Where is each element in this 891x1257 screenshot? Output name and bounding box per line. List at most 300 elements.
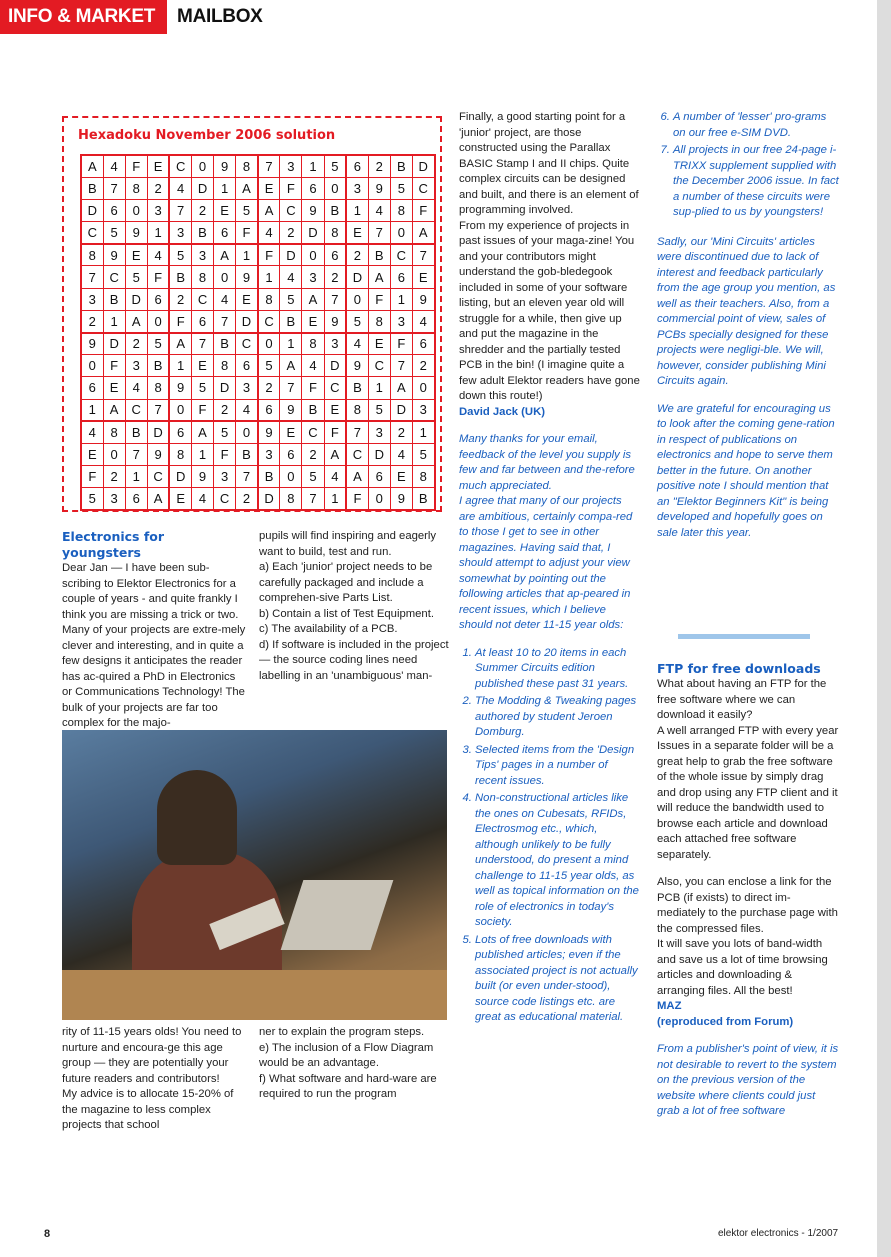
list-item: 2. The Modding & Tweaking pages authored by student Jeroen Domburg. — [475, 694, 641, 741]
page-number: 8 — [44, 1228, 51, 1240]
grid-cell: 3 — [81, 288, 103, 310]
grid-cell: 8 — [103, 421, 125, 443]
grid-cell: A — [81, 155, 103, 177]
grid-cell: 6 — [346, 155, 368, 177]
grid-row — [81, 443, 435, 465]
grid-cell: D — [214, 377, 236, 399]
grid-cell: 9 — [169, 377, 191, 399]
grid-row — [81, 488, 435, 510]
grid-cell: 0 — [147, 310, 169, 332]
grid-cell: 9 — [280, 399, 302, 421]
grid-cell: 6 — [368, 466, 390, 488]
grid-cell: B — [302, 399, 324, 421]
editor-reply: I agree that many of our projects are ambitious, certainly compa-red to those I get to see in other magazines. Having said that, I should attempt to adjust your view somewhat by pointing out the following articles that ap-peared in recent issues, which I believe should not deter 11-15 year olds: — [459, 495, 633, 631]
grid-cell: A — [214, 244, 236, 266]
grid-cell: 5 — [258, 355, 280, 377]
grid-row — [81, 333, 435, 355]
grid-cell: 7 — [147, 399, 169, 421]
grid-cell: 3 — [302, 266, 324, 288]
grid-cell: C — [236, 333, 258, 355]
grid-cell: 1 — [324, 488, 346, 510]
letter-text: Also, you can enclose a link for the PCB (if exists) to direct im-mediately to the purchase page with the compressed files. — [657, 876, 838, 935]
grid-cell: 2 — [125, 333, 147, 355]
grid-cell: C — [390, 244, 412, 266]
grid-cell: 7 — [258, 155, 280, 177]
letter-point: b) Contain a list of Test Equipment. — [259, 607, 434, 620]
grid-cell: F — [258, 244, 280, 266]
grid-cell: 5 — [169, 244, 191, 266]
hexadoku-grid — [80, 154, 436, 511]
grid-cell: 6 — [324, 244, 346, 266]
letter-point: a) Each 'junior' project needs to be carefully packaged and include a comprehen-sive Parts List. — [259, 561, 433, 604]
grid-cell: F — [81, 466, 103, 488]
editor-reply: We are grateful for encouraging us to look after the coming gene-ration in respect of publications on electronics and hope to serve them better in the future. On another positive note I should mention that an "Elektor Beginners Kit" is being developed and hopefully goes on sale later this year. — [657, 402, 835, 539]
grid-cell: A — [324, 443, 346, 465]
grid-cell: 7 — [236, 466, 258, 488]
grid-cell: E — [103, 377, 125, 399]
grid-cell: B — [236, 443, 258, 465]
editor-reply: Sadly, our 'Mini Circuits' articles were discontinued due to lack of interest and feedback particularly from the age group you mention, as well as their teachers. Also, from a commercial point of view, sales of PCBs specially designed for these projects were negligi-ble. We will, however, consider publishing Mini Circuits again. — [657, 235, 836, 387]
grid-cell: 7 — [191, 333, 213, 355]
grid-cell: F — [280, 177, 302, 199]
grid-cell: 2 — [236, 488, 258, 510]
grid-cell: 7 — [346, 421, 368, 443]
grid-cell: 1 — [81, 399, 103, 421]
grid-cell: 2 — [103, 466, 125, 488]
grid-cell: 3 — [390, 310, 412, 332]
letter-text: Finally, a good starting point for a 'junior' project, are those constructed using the Parallax BASIC Stamp I and II chips. Quite complex circuits can be designed and built, and there is an element of programming involved. — [459, 111, 639, 216]
grid-cell: 1 — [258, 266, 280, 288]
letter-col-2-cont — [259, 1025, 449, 1103]
grid-cell: 5 — [280, 288, 302, 310]
grid-cell: E — [302, 310, 324, 332]
grid-cell: 2 — [81, 310, 103, 332]
grid-cell: 2 — [214, 399, 236, 421]
grid-cell: D — [324, 355, 346, 377]
grid-cell: 6 — [125, 488, 147, 510]
grid-cell: 6 — [412, 333, 434, 355]
grid-cell: 8 — [324, 222, 346, 244]
column-divider — [678, 634, 810, 639]
grid-cell: 8 — [236, 155, 258, 177]
grid-cell: 9 — [191, 466, 213, 488]
grid-cell: 3 — [368, 421, 390, 443]
grid-row — [81, 399, 435, 421]
grid-cell: C — [324, 377, 346, 399]
letter-point: c) The availability of a PCB. — [259, 623, 398, 635]
ftp-letter — [657, 661, 839, 1120]
letter-text: What about having an FTP for the free software where we can download it easily? — [657, 678, 827, 721]
grid-cell: 2 — [346, 244, 368, 266]
grid-cell: 3 — [103, 488, 125, 510]
grid-cell: 8 — [125, 177, 147, 199]
grid-cell: 0 — [368, 488, 390, 510]
grid-cell: D — [103, 333, 125, 355]
grid-cell: 5 — [103, 222, 125, 244]
grid-cell: E — [390, 466, 412, 488]
grid-cell: 0 — [125, 199, 147, 221]
grid-cell: 9 — [214, 155, 236, 177]
grid-cell: C — [302, 421, 324, 443]
grid-cell: E — [169, 488, 191, 510]
grid-cell: E — [324, 399, 346, 421]
list-item: 6. A number of 'lesser' pro-grams on our free e-SIM DVD. — [673, 110, 839, 141]
grid-cell: A — [346, 466, 368, 488]
grid-cell: 1 — [280, 333, 302, 355]
grid-cell: F — [103, 355, 125, 377]
grid-cell: C — [81, 222, 103, 244]
grid-cell: 8 — [280, 488, 302, 510]
grid-cell: 4 — [412, 310, 434, 332]
grid-cell: 2 — [302, 443, 324, 465]
grid-cell: E — [147, 155, 169, 177]
grid-cell: 3 — [147, 199, 169, 221]
grid-cell: 8 — [390, 199, 412, 221]
grid-cell: E — [214, 199, 236, 221]
grid-cell: D — [191, 177, 213, 199]
grid-cell: 7 — [103, 177, 125, 199]
grid-cell: E — [346, 222, 368, 244]
letter-text: pupils will find inspiring and eagerly want to build, test and run. — [259, 530, 437, 558]
grid-cell: C — [368, 355, 390, 377]
grid-cell: F — [214, 443, 236, 465]
grid-cell: 7 — [412, 244, 434, 266]
grid-cell: C — [346, 443, 368, 465]
grid-cell: 0 — [191, 155, 213, 177]
grid-cell: 3 — [125, 355, 147, 377]
grid-cell: 9 — [302, 199, 324, 221]
grid-cell: 4 — [346, 333, 368, 355]
grid-cell: 3 — [280, 155, 302, 177]
grid-cell: 8 — [169, 443, 191, 465]
grid-cell: 4 — [368, 199, 390, 221]
grid-cell: F — [147, 266, 169, 288]
grid-cell: D — [236, 310, 258, 332]
letter-point: f) What software and hard-ware are required to run the program — [259, 1072, 437, 1100]
grid-cell: 1 — [214, 177, 236, 199]
grid-cell: 4 — [214, 288, 236, 310]
grid-cell: 3 — [412, 399, 434, 421]
grid-cell: C — [169, 155, 191, 177]
grid-cell: B — [191, 222, 213, 244]
grid-cell: E — [412, 266, 434, 288]
grid-cell: 1 — [346, 199, 368, 221]
grid-cell: 6 — [214, 222, 236, 244]
grid-cell: A — [169, 333, 191, 355]
grid-row — [81, 266, 435, 288]
letter-text: Dear Jan — I have been sub-scribing to Elektor Electronics for a couple of years - and quite frankly I think you are missing a trick or two. Many of your projects are extre-mely clever and interesting, and in quite a few designs it anticipates the reader has ac-quired a PhD in Electronics or Communications Technology! The bulk of your projects are far too complex for the majo- — [62, 562, 246, 729]
grid-cell: 0 — [236, 421, 258, 443]
grid-cell: 4 — [302, 355, 324, 377]
grid-cell: 0 — [324, 177, 346, 199]
grid-cell: F — [125, 155, 147, 177]
grid-cell: 4 — [236, 399, 258, 421]
grid-cell: 1 — [191, 443, 213, 465]
grid-cell: 4 — [169, 177, 191, 199]
grid-cell: 7 — [169, 199, 191, 221]
grid-cell: B — [346, 377, 368, 399]
grid-cell: 9 — [368, 177, 390, 199]
grid-cell: 7 — [302, 488, 324, 510]
grid-cell: 2 — [324, 266, 346, 288]
section-label: INFO & MARKET — [0, 0, 167, 34]
grid-cell: 5 — [302, 466, 324, 488]
ftp-heading: FTP for free downloads — [657, 661, 821, 676]
grid-cell: C — [258, 310, 280, 332]
list-item: 3. Selected items from the 'Design Tips' pages in a number of recent issues. — [475, 743, 641, 790]
grid-cell: 6 — [390, 266, 412, 288]
hexadoku-title: Hexadoku November 2006 solution — [78, 128, 336, 143]
grid-cell: 8 — [412, 466, 434, 488]
letter-text: A well arranged FTP with every year Issues in a separate folder will be a great help to grab the free software of the whole issue by simply drag and drop using any FTP client and it will reduce the bandwidth used to browse each article and download each attached free software separately. — [657, 724, 839, 861]
grid-cell: 5 — [81, 488, 103, 510]
grid-cell: 4 — [191, 488, 213, 510]
grid-cell: 0 — [81, 355, 103, 377]
grid-cell: 2 — [191, 199, 213, 221]
grid-cell: D — [125, 288, 147, 310]
letter-col-1 — [62, 529, 246, 732]
grid-cell: E — [191, 355, 213, 377]
grid-cell: 4 — [81, 421, 103, 443]
hexadoku-box — [62, 116, 442, 512]
list-item: 7. All projects in our free 24-page i-TRIXX supplement supplied with the December 2006 issue. In fact a number of these circuits were sup-plied to us by youngsters! — [673, 143, 839, 221]
grid-cell: F — [368, 288, 390, 310]
grid-cell: B — [169, 266, 191, 288]
grid-cell: D — [147, 421, 169, 443]
page-edge — [877, 0, 891, 1257]
grid-cell: D — [258, 488, 280, 510]
grid-cell: 1 — [368, 377, 390, 399]
grid-cell: 6 — [280, 443, 302, 465]
letter-text: rity of 11-15 years olds! You need to nurture and encoura-ge this age group — they are potentially your future readers and contributors! — [62, 1026, 242, 1085]
grid-cell: 6 — [169, 421, 191, 443]
grid-row — [81, 310, 435, 332]
grid-cell: 0 — [412, 377, 434, 399]
grid-row — [81, 177, 435, 199]
grid-cell: 6 — [302, 177, 324, 199]
grid-cell: 0 — [346, 288, 368, 310]
grid-cell: 4 — [125, 377, 147, 399]
grid-cell: D — [346, 266, 368, 288]
grid-cell: 2 — [412, 355, 434, 377]
grid-row — [81, 377, 435, 399]
grid-cell: 0 — [169, 399, 191, 421]
grid-cell: 1 — [236, 244, 258, 266]
grid-cell: E — [125, 244, 147, 266]
subsection-label: MAILBOX — [177, 6, 263, 27]
letter-text: It will save you lots of band-width and save us a lot of time browsing articles and downloading & arranging files. All the best! — [657, 938, 828, 997]
grid-cell: 3 — [191, 244, 213, 266]
letter-text: My advice is to allocate 15-20% of the magazine to less complex projects that school — [62, 1088, 234, 1131]
grid-cell: 7 — [125, 443, 147, 465]
grid-cell: A — [390, 377, 412, 399]
grid-cell: 2 — [280, 222, 302, 244]
grid-cell: 2 — [147, 177, 169, 199]
youngsters-heading: Electronics for youngsters — [62, 529, 165, 560]
grid-cell: 7 — [280, 377, 302, 399]
grid-cell: B — [258, 466, 280, 488]
grid-cell: 4 — [390, 443, 412, 465]
grid-cell: 8 — [258, 288, 280, 310]
grid-cell: 5 — [236, 199, 258, 221]
grid-cell: A — [368, 266, 390, 288]
grid-cell: 7 — [368, 222, 390, 244]
grid-cell: 8 — [346, 399, 368, 421]
grid-cell: A — [302, 288, 324, 310]
grid-cell: F — [191, 399, 213, 421]
grid-cell: B — [214, 333, 236, 355]
grid-cell: 5 — [324, 155, 346, 177]
grid-cell: 4 — [258, 222, 280, 244]
grid-cell: E — [81, 443, 103, 465]
grid-row — [81, 355, 435, 377]
reply-list-cont — [657, 110, 839, 221]
grid-cell: 4 — [103, 155, 125, 177]
grid-cell: F — [324, 421, 346, 443]
grid-cell: 5 — [191, 377, 213, 399]
letter-point: d) If software is included in the project — the source coding lines need labelling in an 'unambiguous' man- — [259, 638, 449, 682]
grid-cell: 1 — [125, 466, 147, 488]
grid-cell: F — [236, 222, 258, 244]
grid-cell: B — [125, 421, 147, 443]
grid-cell: D — [412, 155, 434, 177]
grid-cell: D — [169, 466, 191, 488]
grid-cell: D — [302, 222, 324, 244]
grid-cell: 5 — [412, 443, 434, 465]
grid-row — [81, 155, 435, 177]
grid-cell: 0 — [390, 222, 412, 244]
grid-cell: C — [214, 488, 236, 510]
grid-row — [81, 222, 435, 244]
grid-cell: 6 — [81, 377, 103, 399]
grid-cell: B — [147, 355, 169, 377]
grid-cell: D — [390, 399, 412, 421]
grid-cell: 1 — [302, 155, 324, 177]
grid-cell: C — [280, 199, 302, 221]
grid-cell: 9 — [258, 421, 280, 443]
grid-row — [81, 466, 435, 488]
grid-cell: 8 — [302, 333, 324, 355]
letter-col-4 — [657, 110, 839, 541]
grid-cell: 9 — [236, 266, 258, 288]
grid-cell: 0 — [302, 244, 324, 266]
reply-list — [459, 646, 641, 1026]
grid-cell: 5 — [390, 177, 412, 199]
photo-youngster-workbench — [62, 730, 447, 1020]
grid-cell: 9 — [324, 310, 346, 332]
grid-cell: 0 — [214, 266, 236, 288]
section-header — [0, 0, 263, 34]
grid-cell: 5 — [147, 333, 169, 355]
journal-footer: elektor electronics - 1/2007 — [718, 1228, 839, 1239]
grid-cell: 1 — [147, 222, 169, 244]
grid-cell: 6 — [258, 399, 280, 421]
grid-cell: 9 — [103, 244, 125, 266]
grid-cell: D — [81, 199, 103, 221]
grid-cell: 2 — [390, 421, 412, 443]
grid-cell: 8 — [214, 355, 236, 377]
grid-cell: 7 — [81, 266, 103, 288]
grid-cell: 0 — [103, 443, 125, 465]
grid-cell: E — [258, 177, 280, 199]
letter-col-2 — [259, 529, 449, 684]
grid-cell: C — [147, 466, 169, 488]
grid-cell: B — [368, 244, 390, 266]
grid-cell: A — [125, 310, 147, 332]
grid-cell: B — [390, 155, 412, 177]
grid-cell: 9 — [125, 222, 147, 244]
grid-cell: B — [280, 310, 302, 332]
grid-cell: 6 — [236, 355, 258, 377]
grid-row — [81, 244, 435, 266]
grid-cell: D — [368, 443, 390, 465]
grid-cell: 2 — [258, 377, 280, 399]
grid-cell: 0 — [258, 333, 280, 355]
grid-cell: B — [81, 177, 103, 199]
grid-cell: A — [191, 421, 213, 443]
grid-cell: 3 — [214, 466, 236, 488]
grid-cell: 1 — [103, 310, 125, 332]
grid-cell: 2 — [368, 155, 390, 177]
letter-signature: David Jack (UK) — [459, 405, 546, 418]
editor-reply: From a publisher's point of view, it is not desirable to revert to the system on the previous version of the website where clients could just grab a lot of free software — [657, 1043, 839, 1117]
grid-cell: E — [236, 288, 258, 310]
grid-cell: 8 — [81, 244, 103, 266]
grid-cell: F — [169, 310, 191, 332]
grid-row — [81, 199, 435, 221]
grid-cell: B — [324, 199, 346, 221]
grid-cell: 9 — [147, 443, 169, 465]
grid-cell: 9 — [346, 355, 368, 377]
grid-cell: 9 — [412, 288, 434, 310]
grid-cell: 4 — [324, 466, 346, 488]
grid-cell: 1 — [390, 288, 412, 310]
grid-cell: C — [191, 288, 213, 310]
grid-cell: 1 — [169, 355, 191, 377]
editor-reply: Many thanks for your email, feedback of the level you supply is few and far between and the-refore much appreciated. — [459, 433, 635, 492]
list-item: 4. Non-constructional articles like the ones on Cubesats, RFIDs, Electrosmog etc., which, although unlikely to be fully understood, do present a mind challenge to 11-15 year olds, as well as topical information on the role of electronics in today's society. — [475, 791, 641, 931]
grid-cell: 7 — [390, 355, 412, 377]
grid-cell: F — [390, 333, 412, 355]
list-item: 1. At least 10 to 20 items in each Summer Circuits edition published these past 31 years. — [475, 646, 641, 693]
letter-signature: MAZ — [657, 1000, 682, 1012]
grid-row — [81, 288, 435, 310]
grid-cell: 5 — [368, 399, 390, 421]
letter-point: e) The inclusion of a Flow Diagram would be an advantage. — [259, 1041, 434, 1069]
grid-cell: 8 — [191, 266, 213, 288]
grid-cell: F — [412, 199, 434, 221]
letter-col-1-cont — [62, 1025, 246, 1134]
grid-cell: A — [103, 399, 125, 421]
grid-cell: C — [103, 266, 125, 288]
grid-cell: A — [236, 177, 258, 199]
grid-cell: A — [280, 355, 302, 377]
grid-cell: 6 — [191, 310, 213, 332]
grid-cell: A — [412, 222, 434, 244]
grid-cell: F — [302, 377, 324, 399]
letter-point: ner to explain the program steps. — [259, 1026, 425, 1038]
grid-cell: 5 — [125, 266, 147, 288]
grid-cell: F — [346, 488, 368, 510]
grid-cell: 6 — [147, 288, 169, 310]
grid-cell: E — [280, 421, 302, 443]
grid-cell: 3 — [258, 443, 280, 465]
grid-cell: B — [103, 288, 125, 310]
grid-cell: 5 — [346, 310, 368, 332]
grid-cell: 4 — [147, 244, 169, 266]
grid-cell: 8 — [147, 377, 169, 399]
grid-cell: D — [280, 244, 302, 266]
